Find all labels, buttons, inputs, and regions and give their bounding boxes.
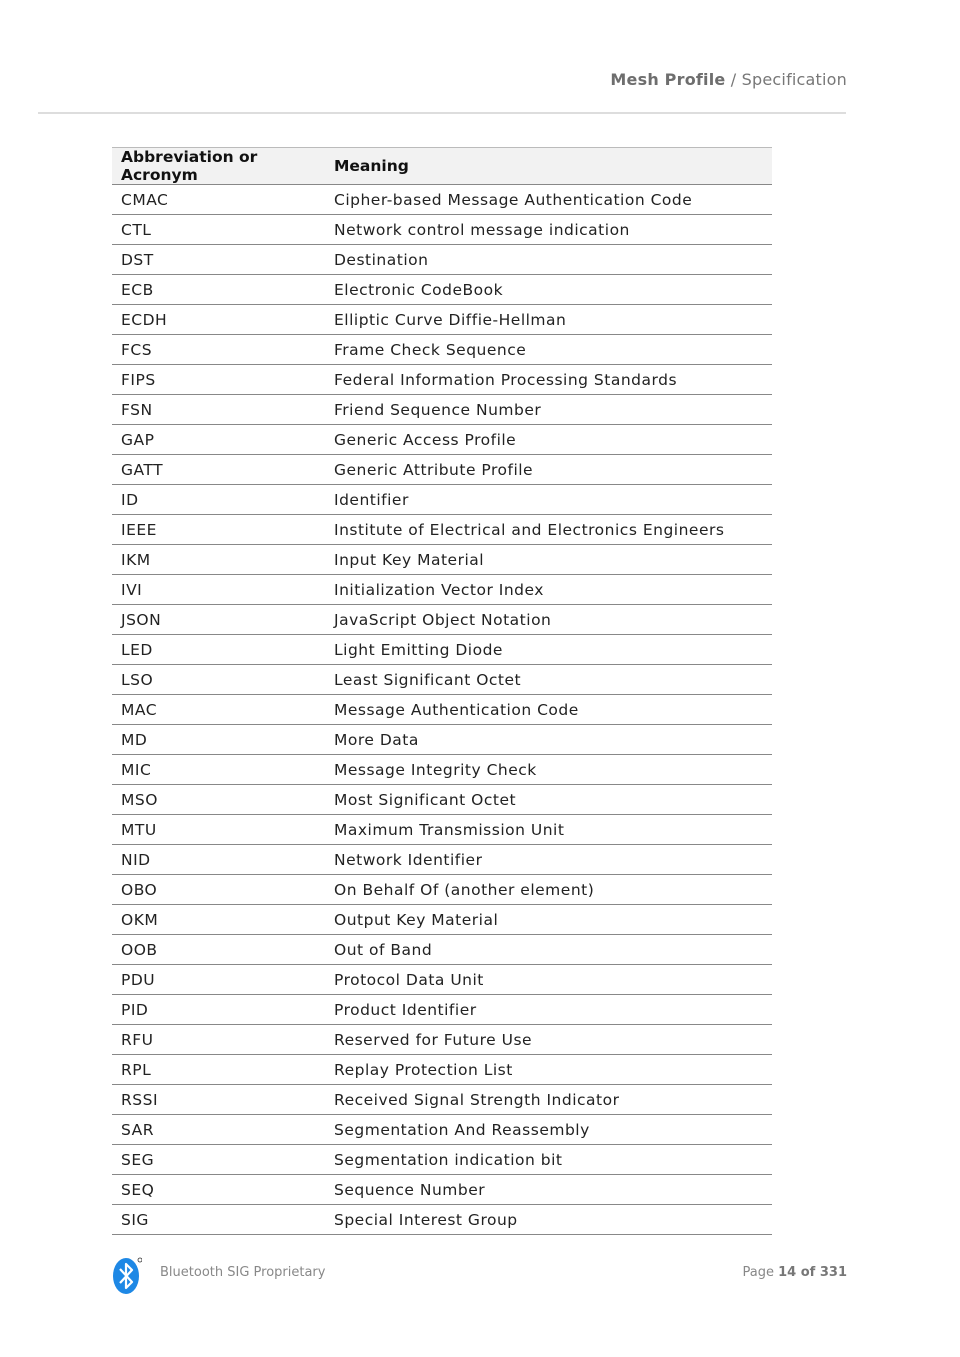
table-row [112,575,772,605]
abbreviation-cell: FCS [112,335,325,365]
table-row [112,305,772,335]
meaning-cell: Message Integrity Check [325,755,772,785]
header-divider [38,112,846,114]
table-row [112,515,772,545]
abbreviation-cell: LED [112,635,325,665]
table-row [112,1175,772,1205]
table-row [112,545,772,575]
table-row [112,335,772,365]
meaning-cell: Maximum Transmission Unit [325,815,772,845]
table-row [112,695,772,725]
meaning-cell: Replay Protection List [325,1055,772,1085]
header-title: Mesh Profile [610,70,726,89]
table-row [112,395,772,425]
meaning-cell: Reserved for Future Use [325,1025,772,1055]
abbreviation-cell: SIG [112,1205,325,1235]
abbreviation-cell: LSO [112,665,325,695]
header-separator: / [730,70,737,89]
footer [112,1257,847,1297]
table-row [112,485,772,515]
meaning-cell: More Data [325,725,772,755]
meaning-cell: Institute of Electrical and Electronics Engineers [325,515,772,545]
meaning-cell: Generic Attribute Profile [325,455,772,485]
table-row [112,185,772,215]
table-row [112,275,772,305]
table-header-row [112,148,772,185]
table-row [112,785,772,815]
table-row [112,1085,772,1115]
meaning-cell: Federal Information Processing Standards [325,365,772,395]
meaning-cell: Friend Sequence Number [325,395,772,425]
meaning-cell: Light Emitting Diode [325,635,772,665]
abbreviation-cell: PID [112,995,325,1025]
abbreviation-cell: ID [112,485,325,515]
abbreviation-cell: ECDH [112,305,325,335]
table-row [112,1205,772,1235]
table-row [112,875,772,905]
page-prefix: Page [742,1265,774,1280]
abbreviation-cell: FIPS [112,365,325,395]
table-row [112,845,772,875]
meaning-cell: Input Key Material [325,545,772,575]
abbreviation-cell: MTU [112,815,325,845]
table-row [112,935,772,965]
meaning-cell: Least Significant Octet [325,665,772,695]
meaning-cell: Identifier [325,485,772,515]
abbreviation-cell: NID [112,845,325,875]
abbreviation-cell: OOB [112,935,325,965]
table-row [112,1055,772,1085]
meaning-cell: On Behalf Of (another element) [325,875,772,905]
meaning-cell: Frame Check Sequence [325,335,772,365]
abbreviation-cell: RFU [112,1025,325,1055]
abbreviation-table [112,147,772,1235]
abbreviation-cell: PDU [112,965,325,995]
meaning-cell: Message Authentication Code [325,695,772,725]
bluetooth-logo-icon [112,1257,142,1295]
abbreviation-cell: JSON [112,605,325,635]
table-row [112,1025,772,1055]
running-header [610,70,847,89]
meaning-cell: Out of Band [325,935,772,965]
meaning-cell: Generic Access Profile [325,425,772,455]
meaning-cell: Most Significant Octet [325,785,772,815]
abbreviation-cell: MAC [112,695,325,725]
abbreviation-cell: ECB [112,275,325,305]
meaning-cell: Elliptic Curve Diffie-Hellman [325,305,772,335]
column-header-meaning: Meaning [325,148,772,185]
meaning-cell: Network control message indication [325,215,772,245]
table-row [112,635,772,665]
table-row [112,815,772,845]
table-row [112,245,772,275]
meaning-cell: Electronic CodeBook [325,275,772,305]
abbreviation-cell: SAR [112,1115,325,1145]
table-row [112,425,772,455]
proprietary-label: Bluetooth SIG Proprietary [160,1265,326,1280]
abbreviation-cell: MSO [112,785,325,815]
abbreviation-cell: IKM [112,545,325,575]
table-row [112,725,772,755]
meaning-cell: Special Interest Group [325,1205,772,1235]
meaning-cell: Segmentation And Reassembly [325,1115,772,1145]
header-subtitle: Specification [741,70,847,89]
table-row [112,365,772,395]
abbreviation-cell: OKM [112,905,325,935]
meaning-cell: Initialization Vector Index [325,575,772,605]
meaning-cell: Sequence Number [325,1175,772,1205]
abbreviation-cell: OBO [112,875,325,905]
table-row [112,965,772,995]
table-row [112,755,772,785]
table-row [112,665,772,695]
abbreviation-cell: FSN [112,395,325,425]
page-number [743,1265,848,1280]
page-count: 14 of 331 [778,1265,847,1280]
abbreviation-cell: GATT [112,455,325,485]
abbreviation-cell: RSSI [112,1085,325,1115]
meaning-cell: Product Identifier [325,995,772,1025]
meaning-cell: Destination [325,245,772,275]
abbreviation-cell: CTL [112,215,325,245]
column-header-abbreviation: Abbreviation or Acronym [112,148,325,185]
meaning-cell: Protocol Data Unit [325,965,772,995]
table-row [112,455,772,485]
abbreviation-cell: IEEE [112,515,325,545]
abbreviation-cell: GAP [112,425,325,455]
abbreviation-cell: IVI [112,575,325,605]
abbreviation-cell: RPL [112,1055,325,1085]
meaning-cell: Received Signal Strength Indicator [325,1085,772,1115]
table-row [112,1115,772,1145]
meaning-cell: JavaScript Object Notation [325,605,772,635]
abbreviation-cell: MIC [112,755,325,785]
table-row [112,215,772,245]
abbreviation-cell: SEQ [112,1175,325,1205]
table-row [112,1145,772,1175]
meaning-cell: Output Key Material [325,905,772,935]
abbreviation-cell: DST [112,245,325,275]
table-row [112,905,772,935]
abbreviation-cell: CMAC [112,185,325,215]
table-row [112,605,772,635]
meaning-cell: Network Identifier [325,845,772,875]
abbreviation-cell: MD [112,725,325,755]
meaning-cell: Cipher-based Message Authentication Code [325,185,772,215]
abbreviation-cell: SEG [112,1145,325,1175]
meaning-cell: Segmentation indication bit [325,1145,772,1175]
table-row [112,995,772,1025]
